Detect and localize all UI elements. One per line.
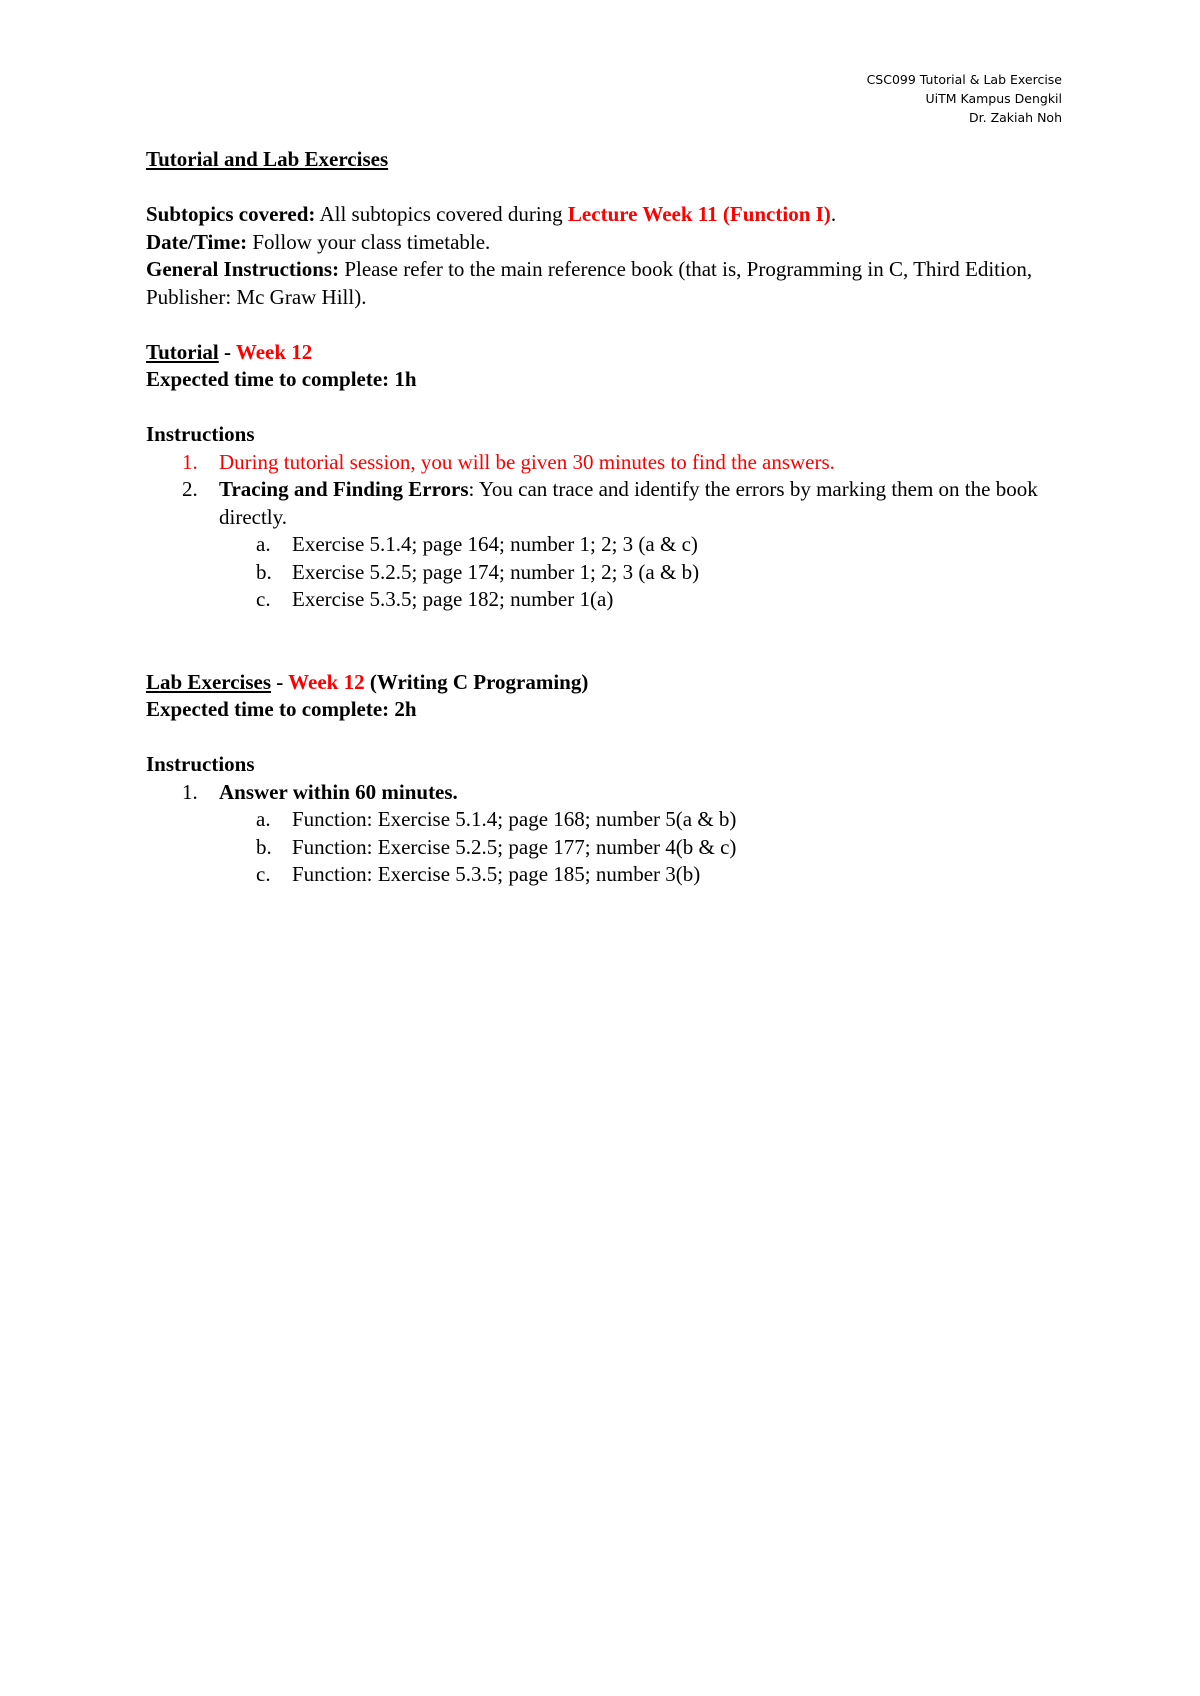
datetime-line: Date/Time: Follow your class timetable. <box>146 229 491 254</box>
subtopics-line: Subtopics covered: All subtopics covered during Lecture Week 11 (Function I). <box>146 202 837 226</box>
lab-instruction-item: 1. Answer within 60 minutes. a. Function: Exercise 5.1.4; page 168; number 5(a & b) b. Function: Exercise 5.2.5; page 177; number 4(b & c) c. Function: Exercise 5.3.5; page 185; number 3(b) <box>146 779 1066 889</box>
header-lecturer: Dr. Zakiah Noh <box>969 110 1062 125</box>
exercise-item: a. Function: Exercise 5.1.4; page 168; number 5(a & b) <box>256 807 737 831</box>
tutorial-instruction-list <box>146 449 1066 614</box>
general-instructions-line: General Instructions: Please refer to the main reference book (that is, Programming in C, Third Edition, Publisher: Mc Graw Hill). <box>146 257 1033 309</box>
tutorial-heading: Tutorial - Week 12 <box>146 339 313 364</box>
exercise-item: a. Exercise 5.1.4; page 164; number 1; 2; 3 (a & c) <box>256 532 698 556</box>
lab-heading: Lab Exercises - Week 12 (Writing C Programing) <box>146 669 589 694</box>
lab-expected-time: Expected time to complete: 2h <box>146 697 417 721</box>
lab-exercise-list <box>219 806 1066 889</box>
lab-instructions-label: Instructions <box>146 752 255 776</box>
tutorial-instruction-item: 2. Tracing and Finding Errors: You can trace and identify the errors by marking them on the book directly. a. Exercise 5.1.4; page 164; number 1; 2; 3 (a & c) b. Exercise 5.2.5; page 174; number 1; 2; 3 (a & b) c. Exercise 5.3.5; page 182; number 1(a) <box>146 476 1066 614</box>
page-header <box>867 70 1062 127</box>
tutorial-exercise-list <box>219 531 1066 614</box>
exercise-item: b. Exercise 5.2.5; page 174; number 1; 2; 3 (a & b) <box>256 559 700 584</box>
exercise-item: c. Function: Exercise 5.3.5; page 185; number 3(b) <box>256 862 701 886</box>
lab-instruction-list <box>146 779 1066 889</box>
exercise-item: c. Exercise 5.3.5; page 182; number 1(a) <box>256 587 614 611</box>
header-course: CSC099 Tutorial & Lab Exercise <box>866 72 1062 87</box>
tutorial-expected-time: Expected time to complete: 1h <box>146 367 417 391</box>
header-campus: UiTM Kampus Dengkil <box>925 91 1062 106</box>
document-title: Tutorial and Lab Exercises <box>146 147 389 171</box>
lecture-week-highlight: Lecture Week 11 (Function I) <box>567 202 831 226</box>
tutorial-instructions-label: Instructions <box>146 422 255 446</box>
document-body <box>146 146 1066 889</box>
tutorial-instruction-item: 1. During tutorial session, you will be given 30 minutes to find the answers. <box>182 449 835 474</box>
exercise-item: b. Function: Exercise 5.2.5; page 177; number 4(b & c) <box>256 834 737 859</box>
